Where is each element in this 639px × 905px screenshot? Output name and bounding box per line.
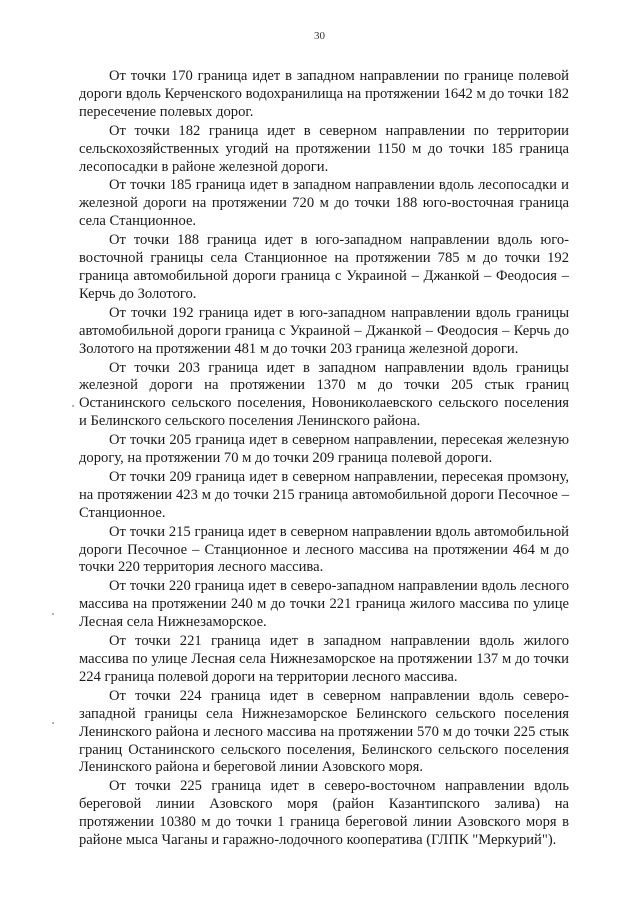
- margin-mark: [52, 722, 54, 724]
- page-number: 30: [314, 30, 325, 42]
- paragraph-point-215: От точки 215 граница идет в северном направлении вдоль автомобильной дороги Песочное – Станционное и лесного массива на протяжении 464 м до точки 220 территория лесного массива.: [79, 523, 569, 576]
- paragraph-point-185: От точки 185 граница идет в западном направлении вдоль лесопосадки и железной дороги на протяжении 720 м до точки 188 юго-восточная граница села Станционное.: [79, 177, 569, 230]
- paragraph-point-221: От точки 221 граница идет в западном направлении вдоль жилого массива по улице Лесная села Нижнезаморское на протяжении 137 м до точки 224 граница полевой дороги на территории лесного массива.: [79, 633, 569, 685]
- paragraph-point-205: От точки 205 граница идет в северном направлении, пересекая железную дорогу, на протяжении 70 м до точки 209 граница полевой дороги.: [79, 432, 569, 467]
- paragraph-point-192: От точки 192 граница идет в юго-западном направлении вдоль границы автомобильной дороги граница с Украиной – Джанкой – Феодосия – Керчь до Золотого на протяжении 481 м до точки 203 граница железной дороги.: [79, 304, 569, 357]
- paragraph-point-225: От точки 225 граница идет в северо-восточном направлении вдоль береговой линии Азовского моря (район Казантипского залива) на протяжении 10380 м до точки 1 граница береговой линии Азовского моря в районе мыса Чаганы и гаражно-лодочного кооператива (ГЛПК "Меркурий").: [79, 778, 569, 849]
- paragraph-point-188: От точки 188 граница идет в юго-западном направлении вдоль юго-восточной границы села Станционное на протяжении 785 м до точки 192 граница автомобильной дороги граница с Украиной – Джанкой – Феодосия – Керчь до Золотого.: [79, 232, 569, 302]
- margin-mark: [52, 613, 54, 615]
- paragraph-point-224: От точки 224 граница идет в северном направлении вдоль северо-западной границы села Нижнезаморское Белинского сельского поселения Ленинского района и лесного массива на протяжении 570 м до точки 225 стык границ Останинского сельского поселения, Белинского сельского поселения Ленинского района и береговой линии Азовского моря.: [79, 687, 569, 776]
- paragraph-point-220: От точки 220 граница идет в северо-западном направлении вдоль лесного массива на протяжении 240 м до точки 221 граница жилого массива по улице Лесная села Нижнезаморское.: [79, 578, 569, 631]
- margin-mark: [72, 405, 74, 407]
- paragraph-point-182: От точки 182 граница идет в северном направлении по территории сельскохозяйственных угодий на протяжении 1150 м до точки 185 граница лесопосадки в районе железной дороги.: [79, 122, 569, 175]
- paragraph-point-170: От точки 170 граница идет в западном направлении по границе полевой дороги вдоль Керченского водохранилища на протяжении 1642 м до точки 182 пересечение полевых дорог.: [79, 68, 569, 120]
- document-body: [79, 68, 569, 851]
- paragraph-point-203: От точки 203 граница идет в западном направлении вдоль границы железной дороги на протяжении 1370 м до точки 205 стык границ Останинского сельского поселения, Новониколаевского сельского поселения и Белинского сельского поселения Ленинского района.: [79, 359, 569, 430]
- paragraph-point-209: От точки 209 граница идет в северном направлении, пересекая промзону, на протяжении 423 м до точки 215 граница автомобильной дороги Песочное – Станционное.: [79, 468, 569, 521]
